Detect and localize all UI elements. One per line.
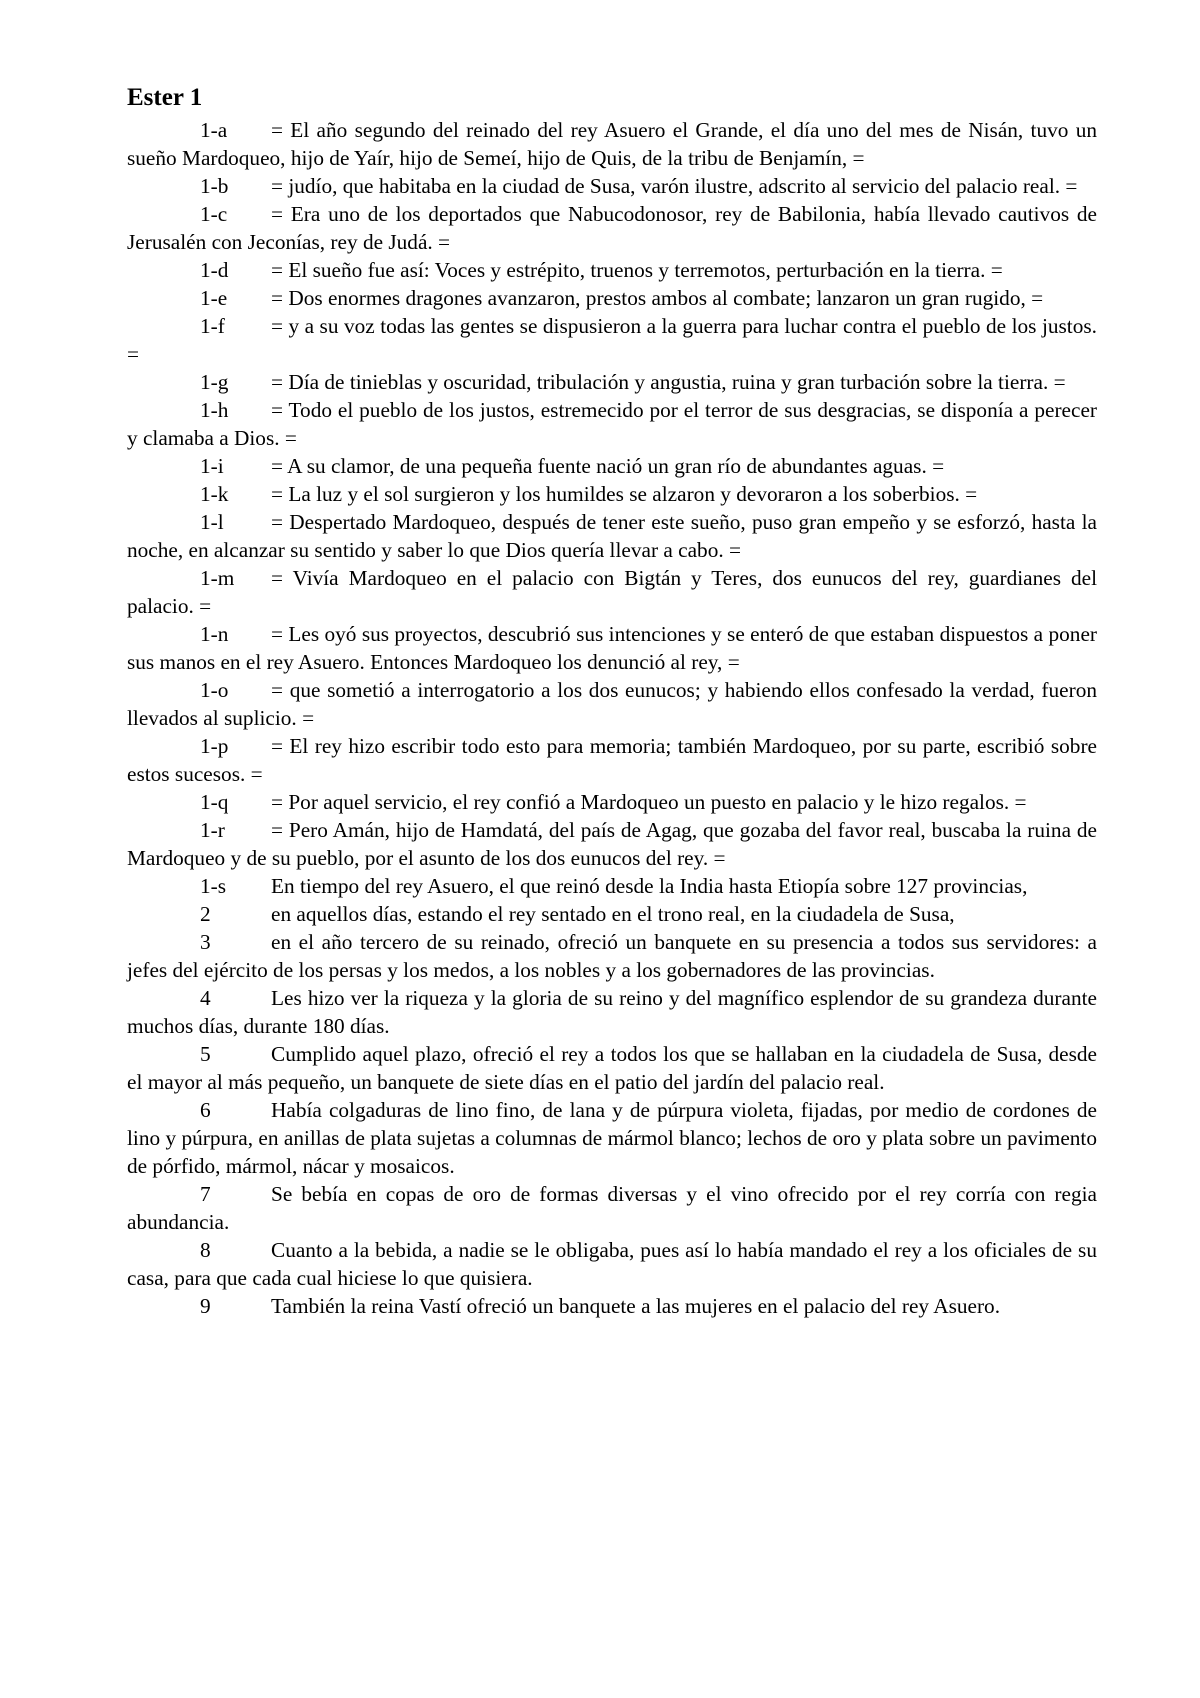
verse-text: = El sueño fue así: Voces y estrépito, truenos y terremotos, perturbación en la tierra. = bbox=[271, 258, 1003, 282]
verse-paragraph bbox=[127, 564, 1097, 620]
verse-number: 1-s bbox=[200, 874, 227, 898]
verse-text: = Despertado Mardoqueo, después de tener este sueño, puso gran empeño y se esforzó, hasta la noche, en alcanzar su sentido y saber lo que Dios quería llevar a cabo. = bbox=[127, 510, 1097, 562]
verse-paragraph bbox=[127, 620, 1097, 676]
verse-paragraph bbox=[127, 1236, 1097, 1292]
verse-paragraph bbox=[127, 200, 1097, 256]
verse-number: 1-l bbox=[200, 510, 224, 534]
verse-paragraph bbox=[127, 732, 1097, 788]
verse-text: = Dos enormes dragones avanzaron, prestos ambos al combate; lanzaron un gran rugido, = bbox=[271, 286, 1044, 310]
verse-number: 1-g bbox=[200, 370, 229, 394]
verse-paragraph bbox=[127, 1292, 1097, 1320]
verse-number: 1-i bbox=[200, 454, 224, 478]
verse-paragraph bbox=[127, 452, 1097, 480]
verse-number: 1-e bbox=[200, 286, 228, 310]
verse-paragraph bbox=[127, 872, 1097, 900]
verse-text: en el año tercero de su reinado, ofreció un banquete en su presencia a todos sus servidores: a jefes del ejército de los persas y los medos, a los nobles y a los gobernadores de las provincias. bbox=[127, 930, 1097, 982]
verse-text: = El año segundo del reinado del rey Asuero el Grande, el día uno del mes de Nisán, tuvo un sueño Mardoqueo, hijo de Yaír, hijo de Semeí, hijo de Quis, de la tribu de Benjamín, = bbox=[127, 118, 1097, 170]
verse-text: Les hizo ver la riqueza y la gloria de su reino y del magnífico esplendor de su grandeza durante muchos días, durante 180 días. bbox=[127, 986, 1097, 1038]
verse-paragraph bbox=[127, 788, 1097, 816]
verse-text: = La luz y el sol surgieron y los humildes se alzaron y devoraron a los soberbios. = bbox=[271, 482, 978, 506]
verse-number: 1-f bbox=[200, 314, 225, 338]
verse-paragraph bbox=[127, 508, 1097, 564]
verse-paragraph bbox=[127, 116, 1097, 172]
verse-paragraph bbox=[127, 900, 1097, 928]
verse-number: 1-b bbox=[200, 174, 229, 198]
verse-number: 1-m bbox=[200, 566, 235, 590]
verse-number: 1-r bbox=[200, 818, 225, 842]
verse-paragraph bbox=[127, 816, 1097, 872]
verse-number: 1-d bbox=[200, 258, 229, 282]
verse-paragraph bbox=[127, 172, 1097, 200]
verse-number: 8 bbox=[200, 1238, 211, 1262]
verse-text: = Les oyó sus proyectos, descubrió sus intenciones y se enteró de que estaban dispuestos a poner sus manos en el rey Asuero. Entonces Mardoqueo los denunció al rey, = bbox=[127, 622, 1097, 674]
verse-paragraph bbox=[127, 1096, 1097, 1180]
verse-text: = Vivía Mardoqueo en el palacio con Bigtán y Teres, dos eunucos del rey, guardianes del palacio. = bbox=[127, 566, 1097, 618]
verse-paragraph bbox=[127, 984, 1097, 1040]
verse-number: 4 bbox=[200, 986, 211, 1010]
verse-number: 3 bbox=[200, 930, 211, 954]
verse-number: 1-n bbox=[200, 622, 229, 646]
verse-text: = Día de tinieblas y oscuridad, tribulación y angustia, ruina y gran turbación sobre la tierra. = bbox=[271, 370, 1066, 394]
verse-paragraph bbox=[127, 1180, 1097, 1236]
verse-number: 1-c bbox=[200, 202, 228, 226]
verse-paragraph bbox=[127, 312, 1097, 368]
verse-paragraph bbox=[127, 480, 1097, 508]
document-title: Ester 1 bbox=[127, 84, 203, 111]
verse-text: En tiempo del rey Asuero, el que reinó desde la India hasta Etiopía sobre 127 provincias, bbox=[271, 874, 1028, 898]
verse-paragraph bbox=[127, 928, 1097, 984]
verse-paragraph bbox=[127, 256, 1097, 284]
verse-list bbox=[127, 116, 1097, 1320]
verse-number: 1-a bbox=[200, 118, 228, 142]
verse-text: Se bebía en copas de oro de formas diversas y el vino ofrecido por el rey corría con regia abundancia. bbox=[127, 1182, 1097, 1234]
verse-number: 9 bbox=[200, 1294, 211, 1318]
verse-paragraph bbox=[127, 368, 1097, 396]
verse-number: 1-h bbox=[200, 398, 229, 422]
verse-text: = Todo el pueblo de los justos, estremecido por el terror de sus desgracias, se disponía a perecer y clamaba a Dios. = bbox=[127, 398, 1097, 450]
verse-text: = judío, que habitaba en la ciudad de Susa, varón ilustre, adscrito al servicio del palacio real. = bbox=[271, 174, 1078, 198]
verse-text: Cumplido aquel plazo, ofreció el rey a todos los que se hallaban en la ciudadela de Susa, desde el mayor al más pequeño, un banquete de siete días en el patio del jardín del palacio real. bbox=[127, 1042, 1097, 1094]
verse-number: 5 bbox=[200, 1042, 211, 1066]
verse-paragraph bbox=[127, 676, 1097, 732]
verse-text: = que sometió a interrogatorio a los dos eunucos; y habiendo ellos confesado la verdad, fueron llevados al suplicio. = bbox=[127, 678, 1097, 730]
verse-text: = Por aquel servicio, el rey confió a Mardoqueo un puesto en palacio y le hizo regalos. = bbox=[271, 790, 1027, 814]
verse-text: Había colgaduras de lino fino, de lana y de púrpura violeta, fijadas, por medio de cordones de lino y púrpura, en anillas de plata sujetas a columnas de mármol blanco; lechos de oro y plata sobre un pavimento de pórfido, mármol, nácar y mosaicos. bbox=[127, 1098, 1097, 1178]
verse-text: = El rey hizo escribir todo esto para memoria; también Mardoqueo, por su parte, escribió sobre estos sucesos. = bbox=[127, 734, 1097, 786]
verse-number: 2 bbox=[200, 902, 211, 926]
verse-text: en aquellos días, estando el rey sentado en el trono real, en la ciudadela de Susa, bbox=[271, 902, 955, 926]
verse-text: También la reina Vastí ofreció un banquete a las mujeres en el palacio del rey Asuero. bbox=[271, 1294, 1001, 1318]
verse-paragraph bbox=[127, 396, 1097, 452]
verse-text: = A su clamor, de una pequeña fuente nació un gran río de abundantes aguas. = bbox=[271, 454, 945, 478]
verse-number: 1-q bbox=[200, 790, 229, 814]
verse-number: 1-k bbox=[200, 482, 229, 506]
verse-number: 7 bbox=[200, 1182, 211, 1206]
verse-paragraph bbox=[127, 284, 1097, 312]
verse-text: = Era uno de los deportados que Nabucodonosor, rey de Babilonia, había llevado cautivos de Jerusalén con Jeconías, rey de Judá. = bbox=[127, 202, 1097, 254]
verse-text: Cuanto a la bebida, a nadie se le obligaba, pues así lo había mandado el rey a los oficiales de su casa, para que cada cual hiciese lo que quisiera. bbox=[127, 1238, 1097, 1290]
verse-text: = y a su voz todas las gentes se dispusieron a la guerra para luchar contra el pueblo de los justos. = bbox=[127, 314, 1097, 366]
verse-paragraph bbox=[127, 1040, 1097, 1096]
verse-number: 1-o bbox=[200, 678, 229, 702]
verse-number: 1-p bbox=[200, 734, 229, 758]
document-page bbox=[127, 82, 1097, 1320]
verse-number: 6 bbox=[200, 1098, 211, 1122]
verse-text: = Pero Amán, hijo de Hamdatá, del país de Agag, que gozaba del favor real, buscaba la ruina de Mardoqueo y de su pueblo, por el asunto de los dos eunucos del rey. = bbox=[127, 818, 1097, 870]
